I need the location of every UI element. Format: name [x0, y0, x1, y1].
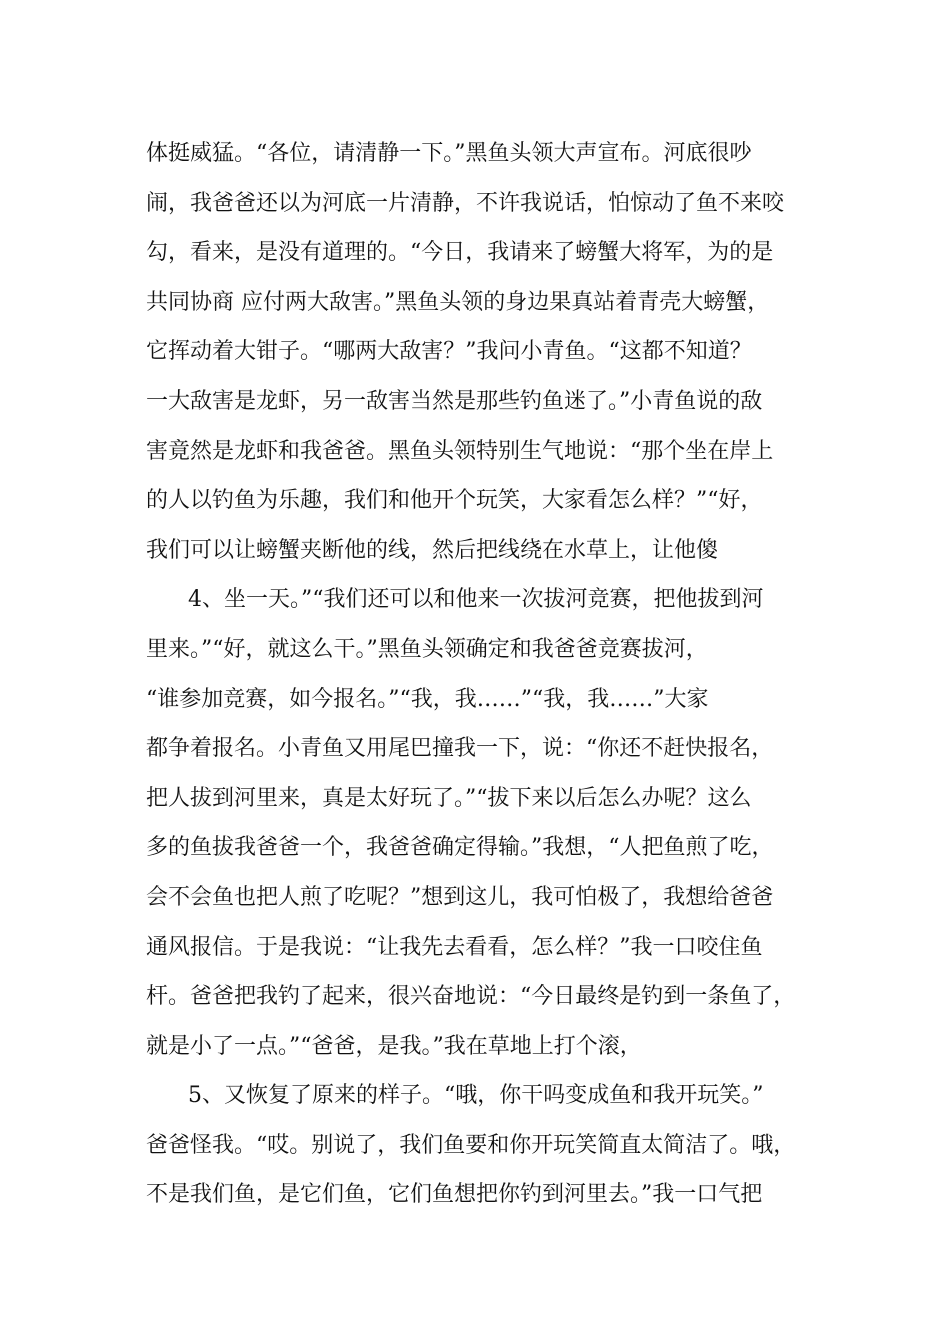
text-line: 里来。”“好，就这么干。”黑鱼头领确定和我爸爸竞赛拔河，	[146, 636, 708, 662]
text-line: 会不会鱼也把人煎了吃呢？”想到这儿，我可怕极了，我想给爸爸	[146, 884, 774, 910]
text-line: 不是我们鱼，是它们鱼，它们鱼想把你钓到河里去。”我一口气把	[146, 1182, 763, 1208]
text-line: 多的鱼拔我爸爸一个，我爸爸确定得输。”我想，“人把鱼煎了吃，	[146, 835, 774, 861]
text-line: 一大敌害是龙虾，另一敌害当然是那些钓鱼迷了。”小青鱼说的敌	[146, 388, 763, 414]
text-line: 体挺威猛。“各位，请清静一下。”黑鱼头领大声宣布。河底很吵	[146, 141, 752, 166]
text-line: 共同协商 应付两大敌害。”黑鱼头领的身边果真站着青壳大螃蟹，	[146, 289, 770, 315]
text-line: 都争着报名。小青鱼又用尾巴撞我一下，说：“你还不赶快报名，	[146, 736, 774, 762]
text-line: 闹，我爸爸还以为河底一片清静，不许我说话，怕惊动了鱼不来咬	[146, 190, 785, 216]
text-line: 勾，看来，是没有道理的。“今日，我请来了螃蟹大将军，为的是	[146, 240, 774, 266]
text-line: 的人以钓鱼为乐趣，我们和他开个玩笑，大家看怎么样？”“好，	[146, 488, 763, 514]
text-line: “谁参加竞赛，如今报名。”“我，我……”“我，我……”大家	[146, 686, 709, 712]
text-line: 我们可以让螃蟹夹断他的线，然后把线绕在水草上，让他傻	[146, 537, 719, 563]
text-line: 就是小了一点。”“爸爸，是我。”我在草地上打个滚，	[146, 1033, 642, 1059]
text-line: 爸爸怪我。“哎。别说了，我们鱼要和你开玩笑简直太简洁了。哦，	[146, 1132, 796, 1158]
body-text	[146, 129, 816, 1220]
text-line: 4、坐一天。”“我们还可以和他来一次拔河竞赛，把他拔到河	[188, 587, 764, 613]
text-line: 害竟然是龙虾和我爸爸。黑鱼头领特别生气地说：“那个坐在岸上	[146, 438, 774, 464]
text-line: 5、又恢复了原来的样子。“哦，你干吗变成鱼和我开玩笑。”	[188, 1083, 764, 1109]
text-line: 通风报信。于是我说：“让我先去看看，怎么样？”我一口咬住鱼	[146, 934, 763, 960]
text-line: 杆。爸爸把我钓了起来，很兴奋地说：“今日最终是钓到一条鱼了，	[146, 984, 796, 1010]
text-line: 把人拔到河里来，真是太好玩了。”“拔下来以后怎么办呢？这么	[146, 785, 752, 811]
text-line: 它挥动着大钳子。“哪两大敌害？”我问小青鱼。“这都不知道？	[146, 339, 752, 365]
